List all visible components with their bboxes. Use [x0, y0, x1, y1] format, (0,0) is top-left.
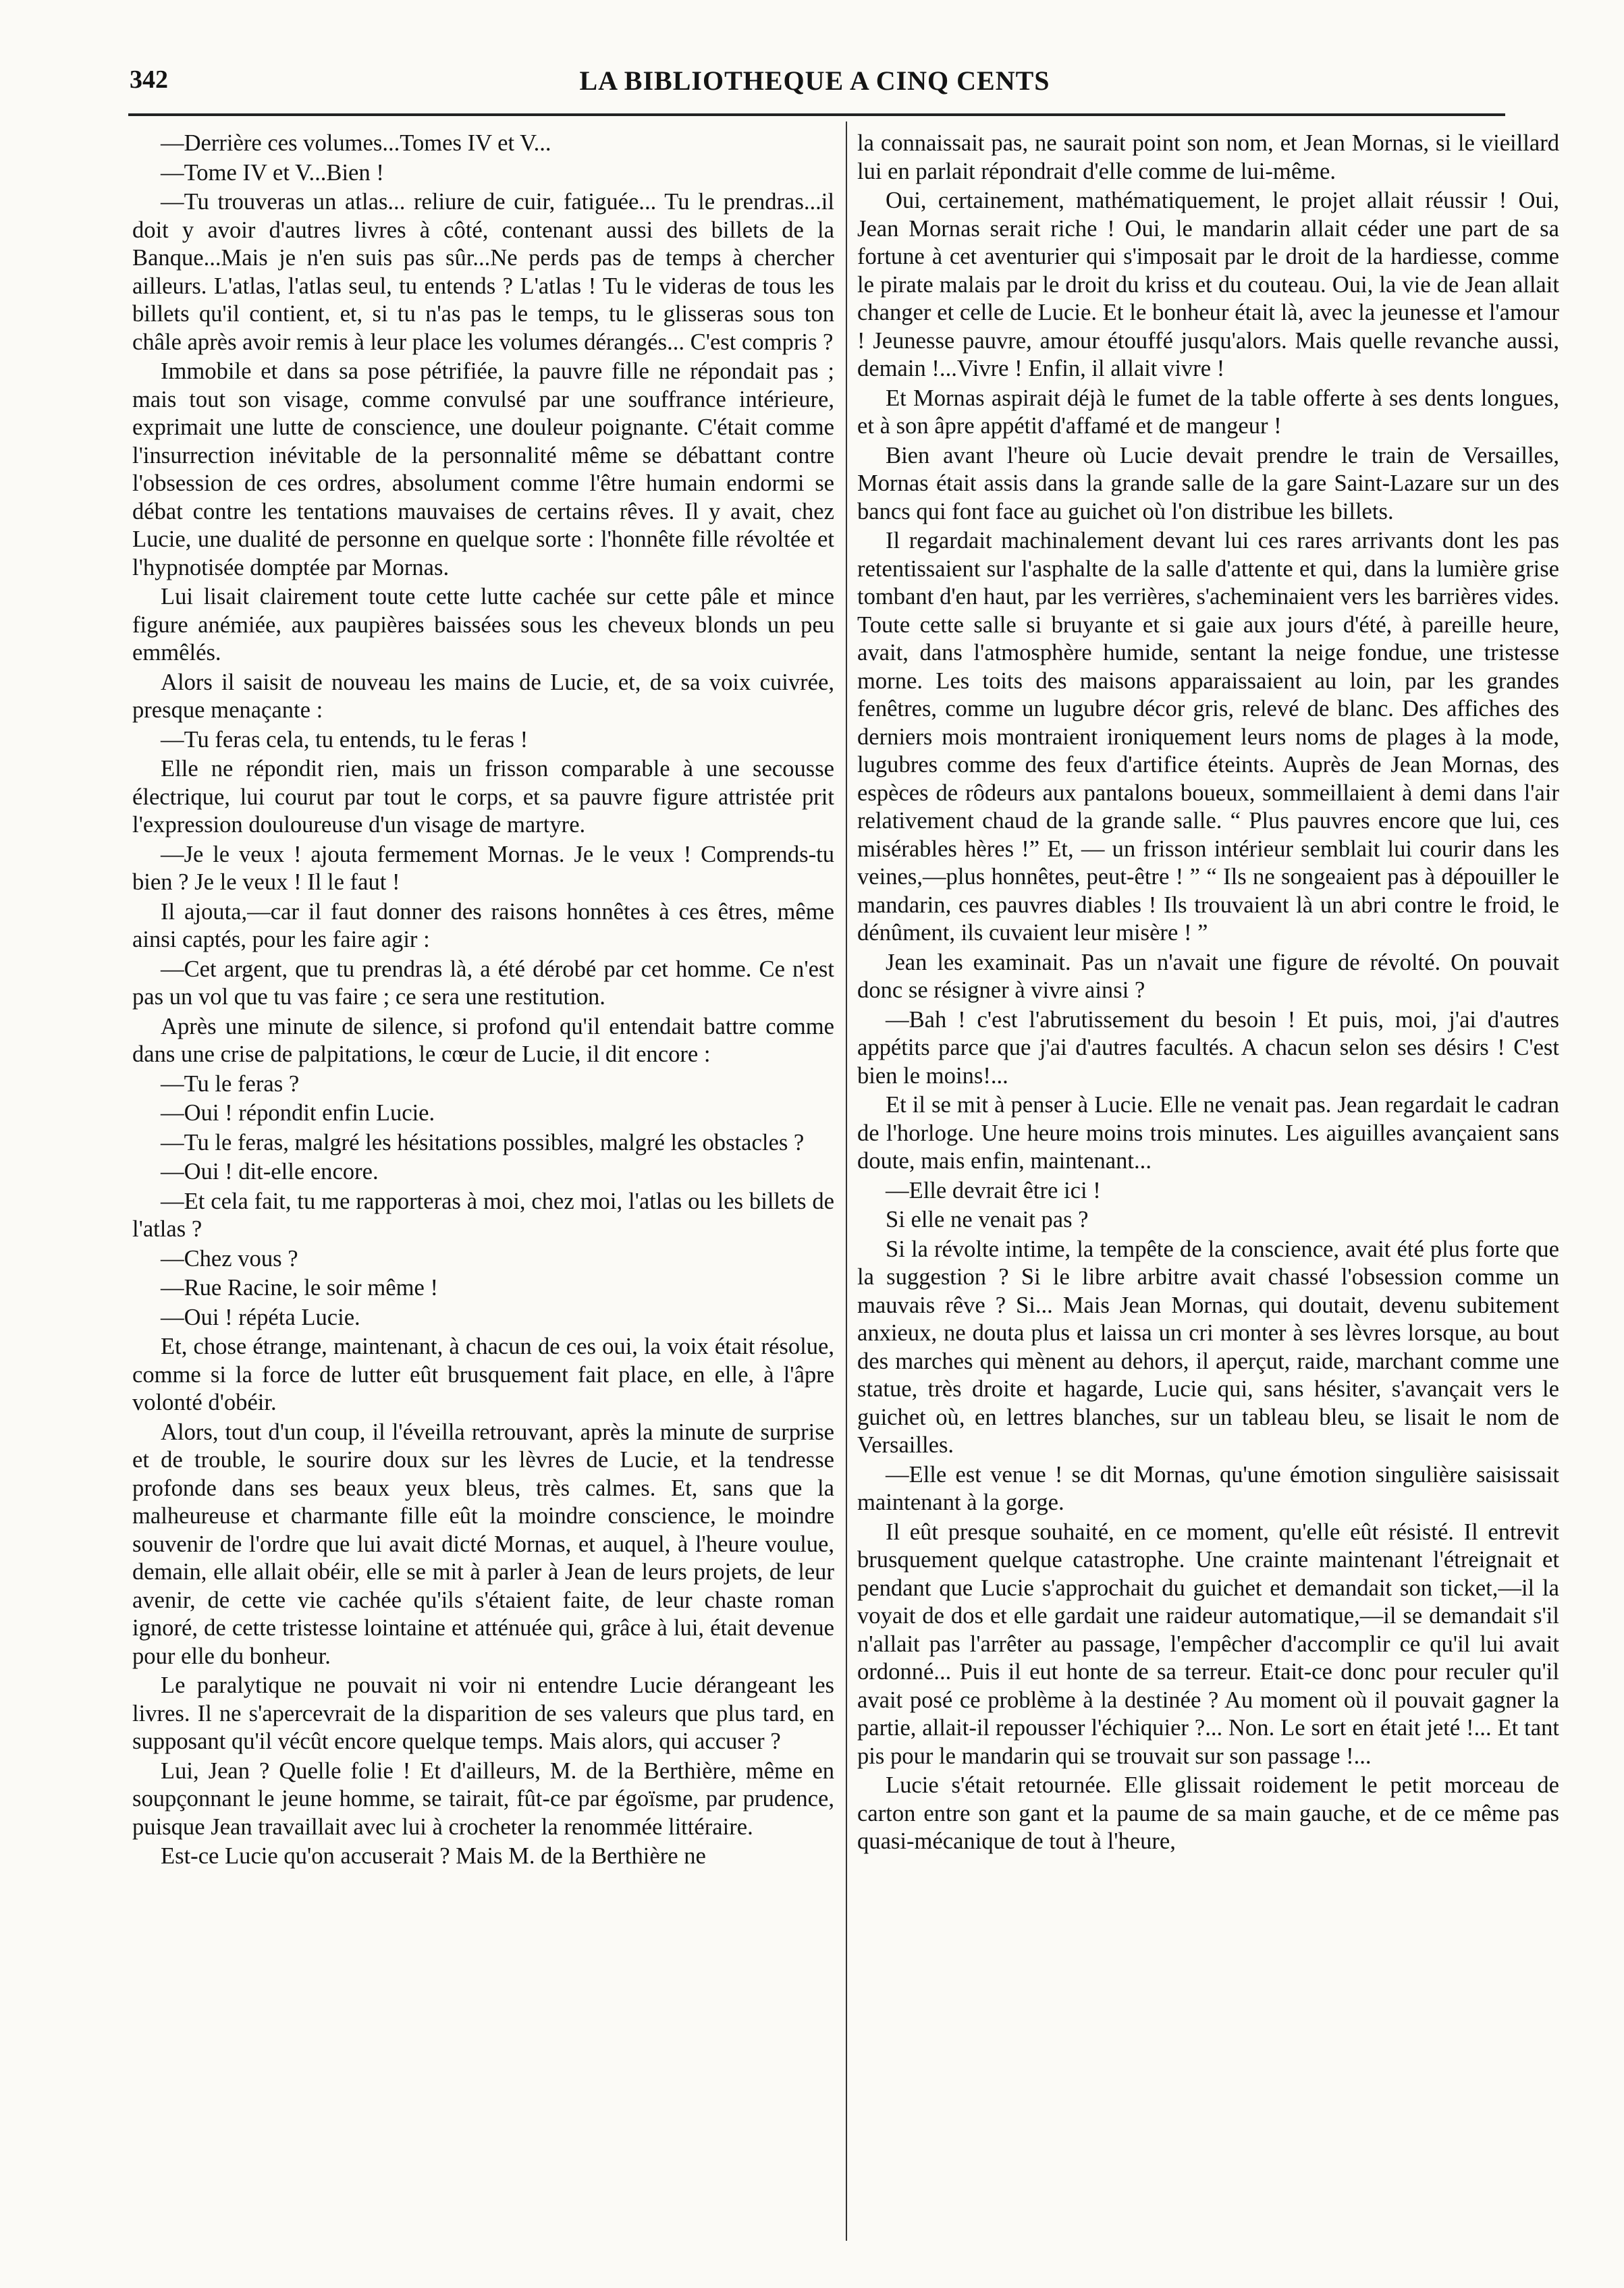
paragraph: —Tu le feras ?: [161, 1070, 300, 1097]
paragraph: Elle ne répondit rien, mais un frisson comparable à une secousse électrique, lui courut par tout le corps, et sa pauvre figure attristée prit l'expression douloureuse d'un visage de martyre.: [132, 756, 834, 838]
paragraph: Il regardait machinalement devant lui ces rares arrivants dont les pas retentissaient sur l'asphalte de la salle d'attente et qui, dans la lumière grise tombant d'en haut, par les verrières, s'acheminaient vers les barrières vides. Toute cette salle si bruyante et si gaie aux jours d'été, à pareille heure, avait, dans l'atmosphère humide, sentant la neige fondue, une tristesse morne. Les toits des maisons apparaissaient au loin, par les grandes fenêtres, comme un lugubre décor gris, relevé de blanc. Des affiches des derniers mois montraient ironiquement leurs noms de plages à la mode, lugubres comme des feux d'artifice éteints. Auprès de Jean Mornas, des espèces de rôdeurs aux pantalons boueux, sommeillaient à demi dans l'air relativement chaud de la grande salle. “ Plus pauvres encore que lui, ces misérables hères !” Et, — un frisson intérieur semblait lui courir dans les veines,—plus honnêtes, peut-être ! ” “ Ils ne songeaient pas à dépouiller le mandarin, ces pauvres diables ! Ils trouvaient là un abri contre le froid, le dénûment, ils cuvaient leur misère ! ”: [857, 528, 1559, 946]
paragraph: —Rue Racine, le soir même !: [161, 1275, 438, 1301]
paragraph: —Elle devrait être ici !: [886, 1177, 1101, 1203]
running-title: LA BIBLIOTHEQUE A CINQ CENTS: [579, 65, 1050, 96]
paragraph: Bien avant l'heure où Lucie devait prendre le train de Versailles, Mornas était assis dans la grande salle de la gare Saint-Lazare sur un des bancs qui font face au guichet où l'on distribue les billets.: [857, 442, 1559, 524]
right-column: [857, 130, 1559, 2235]
paragraph: —Tome IV et V...Bien !: [161, 159, 384, 186]
paragraph: —Oui ! dit-elle encore.: [161, 1159, 379, 1184]
paragraph: —Cet argent, que tu prendras là, a été dérobé par cet homme. Ce n'est pas un vol que tu vas faire ; ce sera une restitution.: [132, 956, 834, 1010]
paragraph: la connaissait pas, ne saurait point son nom, et Jean Mornas, si le vieillard lui en parlait répondrait d'elle comme de lui-même.: [857, 130, 1559, 184]
paragraph: Est-ce Lucie qu'on accuserait ? Mais M. de la Berthière ne: [161, 1843, 706, 1869]
paragraph: —Oui ! répéta Lucie.: [161, 1304, 360, 1330]
paragraph: Il eût presque souhaité, en ce moment, qu'elle eût résisté. Il entrevit brusquement quelque catastrophe. Une crainte maintenant l'étreignait et pendant que Lucie s'approchait du guichet et demandait son ticket,—il la voyait de dos et elle gardait une raideur automatique,—il se demandait s'il n'allait pas l'arrêter au passage, l'empêcher d'accomplir ce qu'il lui avait ordonné... Puis il eut honte de sa terreur. Etait-ce donc pour reculer qu'il avait posé ce problème à la destinée ? Au moment où il pouvait gagner la partie, allait-il repousser l'échiquier ?... Non. Le sort en était jeté !... Et tant pis pour le mandarin qui se trouvait sur son passage !...: [857, 1519, 1559, 1769]
page-header: [123, 58, 1507, 105]
paragraph: —Elle est venue ! se dit Mornas, qu'une émotion singulière saisissait maintenant à la gorge.: [857, 1461, 1559, 1515]
column-divider: [846, 121, 847, 2241]
paragraph: Si la révolte intime, la tempête de la conscience, avait été plus forte que la suggestion ? Si le libre arbitre avait chassé l'obsession comme un mauvais rêve ? Si... Mais Jean Mornas, qui doutait, devenu subitement anxieux, ne douta plus et laissa un cri monter à ses lèvres lorsque, au bout des marches qui mènent au dehors, il aperçut, raide, marchant comme une statue, très droite et hagarde, Lucie qui, sans hésiter, s'avançait vers le guichet où, en lettres blanches, sur un tableau bleu, se lisait le nom de Versailles.: [857, 1236, 1559, 1458]
paragraph: Après une minute de silence, si profond qu'il entendait battre comme dans une crise de palpitations, le cœur de Lucie, il dit encore :: [132, 1013, 834, 1067]
paragraph: Le paralytique ne pouvait ni voir ni entendre Lucie dérangeant les livres. Il ne s'apercevrait de la disparition de ses valeurs que plus tard, en supposant qu'il vécût encore quelque temps. Mais alors, qui accuser ?: [132, 1672, 834, 1754]
paragraph: —Je le veux ! ajouta fermement Mornas. Je le veux ! Comprends-tu bien ? Je le veux ! Il le faut !: [132, 841, 834, 895]
paragraph: —Oui ! répondit enfin Lucie.: [161, 1100, 435, 1126]
paragraph: —Chez vous ?: [161, 1245, 298, 1272]
paragraph: Et il se mit à penser à Lucie. Elle ne venait pas. Jean regardait le cadran de l'horloge. Une heure moins trois minutes. Les aiguilles avançaient sans doute, mais enfin, maintenant...: [857, 1092, 1559, 1174]
paragraph: —Tu trouveras un atlas... reliure de cuir, fatiguée... Tu le prendras...il doit y avoir d'autres livres à côté, contenant aussi des billets de la Banque...Mais je n'en suis pas sûr...Ne perds pas de temps à chercher ailleurs. L'atlas, l'atlas seul, tu entends ? L'atlas ! Tu le videras de tous les billets qu'il contient, et, si tu n'as pas le temps, tu le glisseras sous ton châle après avoir remis à leur place les volumes dérangés... C'est compris ?: [132, 189, 834, 355]
page-number: 342: [130, 65, 168, 94]
paragraph: Immobile et dans sa pose pétrifiée, la pauvre fille ne répondait pas ; mais tout son visage, comme convulsé par une souffrance intérieure, exprimait une lutte de conscience, une douleur poignante. C'était comme l'insurrection inévitable de la personnalité même se débattant contre l'obsession de ces ordres, absolument comme l'être humain endormi se débat contre les tentations mauvaises de certains rêves. Il y avait, chez Lucie, une dualité de personne en quelque sorte : l'honnête fille révoltée et l'hypnotisée domptée par Mornas.: [132, 358, 834, 580]
paragraph: Si elle ne venait pas ?: [886, 1207, 1089, 1232]
paragraph: —Et cela fait, tu me rapporteras à moi, chez moi, l'atlas ou les billets de l'atlas ?: [132, 1188, 834, 1242]
paragraph: Oui, certainement, mathématiquement, le projet allait réussir ! Oui, Jean Mornas serait riche ! Oui, le mandarin allait céder une part de sa fortune à cet aventurier qui s'imposait par le droit de la hardiesse, comme le pirate malais par le droit du kriss et du couteau. Oui, la vie de Jean allait changer et celle de Lucie. Et le bonheur était là, avec la jeunesse et l'amour ! Jeunesse pauvre, amour étouffé jusqu'alors. Mais quelle revanche aussi, demain !...Vivre ! Enfin, il allait vivre !: [857, 188, 1559, 381]
paragraph: Alors il saisit de nouveau les mains de Lucie, et, de sa voix cuivrée, presque menaçante :: [132, 669, 834, 723]
paragraph: —Tu feras cela, tu entends, tu le feras !: [161, 726, 529, 753]
paragraph: Et, chose étrange, maintenant, à chacun de ces oui, la voix était résolue, comme si la force de lutter eût brusquement fait place, en elle, à l'âpre volonté d'obéir.: [132, 1334, 834, 1415]
paragraph: Jean les examinait. Pas un n'avait une figure de révolté. On pouvait donc se résigner à vivre ainsi ?: [857, 949, 1559, 1003]
paragraph: Lucie s'était retournée. Elle glissait roidement le petit morceau de carton entre son gant et la paume de sa main gauche, et de ce même pas quasi-mécanique de tout à l'heure,: [857, 1772, 1559, 1854]
paragraph: —Bah ! c'est l'abrutissement du besoin ! Et puis, moi, j'ai d'autres appétits parce que j'ai d'autres facultés. A chacun selon ses désirs ! C'est bien le moins!...: [857, 1006, 1559, 1089]
paragraph: Lui lisait clairement toute cette lutte cachée sur cette pâle et mince figure anémiée, aux paupières baissées sous les cheveux blonds un peu emmêlés.: [132, 584, 834, 665]
left-column: [132, 130, 834, 2235]
paragraph: —Tu le feras, malgré les hésitations possibles, malgré les obstacles ?: [161, 1129, 805, 1155]
header-rule: [128, 113, 1505, 116]
paragraph: —Derrière ces volumes...Tomes IV et V...: [161, 130, 551, 156]
paragraph: Alors, tout d'un coup, il l'éveilla retrouvant, après la minute de surprise et de trouble, le sourire doux sur les lèvres de Lucie, et la tendresse profonde dans ses beaux yeux bleus, très calmes. Et, sans que la malheureuse et charmante fille eût la moindre conscience, le moindre souvenir de l'ordre que lui avait dicté Mornas, et auquel, à l'heure voulue, demain, elle allait obéir, elle se mit à parler à Jean de leurs projets, de leur avenir, de cette vie cachée qu'ils s'étaient faite, de leur chaste roman ignoré, de cette tristesse lointaine et atténuée qui, grâce à lui, était devenue pour elle du bonheur.: [132, 1419, 834, 1669]
paragraph: Il ajouta,—car il faut donner des raisons honnêtes à ces êtres, même ainsi captés, pour les faire agir :: [132, 898, 834, 952]
paragraph: Et Mornas aspirait déjà le fumet de la table offerte à ses dents longues, et à son âpre appétit d'affamé et de mangeur !: [857, 385, 1559, 439]
paragraph: Lui, Jean ? Quelle folie ! Et d'ailleurs, M. de la Berthière, même en soupçonnant le jeune homme, se tairait, fût-ce par égoïsme, par prudence, puisque Jean travaillait avec lui à crocheter la renommée littéraire.: [132, 1758, 834, 1840]
